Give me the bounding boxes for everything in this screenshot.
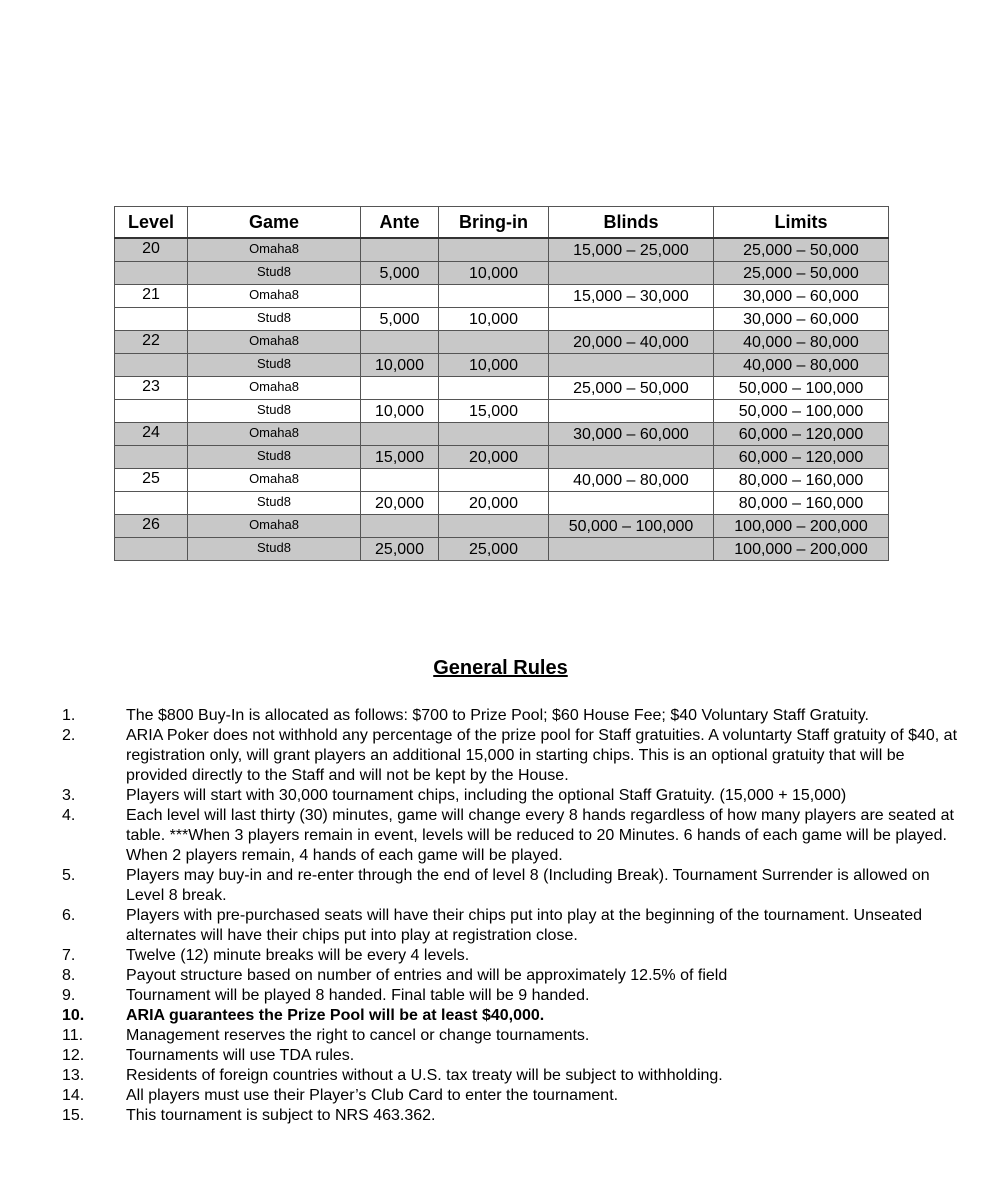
rule-text: Tournament will be played 8 handed. Final table will be 9 handed. [126,987,590,1004]
rule-number: 4. [62,807,76,824]
table-row [115,446,889,469]
cell-bring-in [439,423,549,446]
cell-limits: 50,000 – 100,000 [714,377,889,400]
cell-bring-in: 10,000 [439,354,549,377]
table-body [115,238,889,561]
rule-text: Tournaments will use TDA rules. [126,1047,355,1064]
rule-item [62,786,967,806]
cell-level [115,446,188,469]
rule-number: 10. [62,1007,85,1024]
rule-text: Players may buy-in and re-enter through the end of level 8 (Including Break). Tournament Surrender is allowed on Level 8 break. [126,867,930,904]
cell-ante: 25,000 [361,538,439,561]
cell-level [115,354,188,377]
rule-text: Twelve (12) minute breaks will be every 4 levels. [126,947,470,964]
cell-game: Omaha8 [188,423,361,446]
cell-bring-in [439,331,549,354]
cell-blinds: 25,000 – 50,000 [549,377,714,400]
cell-level: 21 [115,285,188,308]
header-blinds: Blinds [549,207,714,239]
cell-bring-in [439,515,549,538]
rule-number: 2. [62,727,76,744]
cell-game: Omaha8 [188,377,361,400]
rule-item [62,986,967,1006]
cell-limits: 80,000 – 160,000 [714,492,889,515]
cell-level: 22 [115,331,188,354]
general-rules-title: General Rules [433,657,568,679]
table-row [115,492,889,515]
rule-item [62,1086,967,1106]
table-row [115,377,889,400]
cell-limits: 30,000 – 60,000 [714,285,889,308]
cell-blinds: 50,000 – 100,000 [549,515,714,538]
cell-blinds [549,354,714,377]
cell-game: Stud8 [188,262,361,285]
rule-text: Players will start with 30,000 tournament chips, including the optional Staff Gratuity. (15,000 + 15,000) [126,787,847,804]
cell-level: 20 [115,238,188,262]
cell-ante [361,469,439,492]
cell-bring-in: 15,000 [439,400,549,423]
rule-number: 5. [62,867,76,884]
cell-bring-in: 10,000 [439,262,549,285]
cell-blinds [549,492,714,515]
rule-number: 11. [62,1027,84,1044]
cell-blinds [549,262,714,285]
table-row [115,238,889,262]
cell-ante: 15,000 [361,446,439,469]
cell-ante [361,515,439,538]
rule-text: Residents of foreign countries without a U.S. tax treaty will be subject to withholding. [126,1067,723,1084]
cell-bring-in [439,285,549,308]
cell-bring-in: 25,000 [439,538,549,561]
cell-bring-in [439,469,549,492]
table-header-row [115,207,889,239]
table-row [115,400,889,423]
cell-bring-in [439,377,549,400]
rule-item [62,1046,967,1066]
cell-game: Omaha8 [188,285,361,308]
table-row [115,538,889,561]
cell-limits: 25,000 – 50,000 [714,238,889,262]
cell-limits: 25,000 – 50,000 [714,262,889,285]
table-row [115,308,889,331]
cell-ante [361,331,439,354]
rule-number: 12. [62,1047,85,1064]
cell-blinds: 15,000 – 25,000 [549,238,714,262]
rule-text: ARIA guarantees the Prize Pool will be at least $40,000. [126,1007,545,1024]
table-row [115,469,889,492]
header-limits: Limits [714,207,889,239]
cell-blinds: 20,000 – 40,000 [549,331,714,354]
cell-limits: 60,000 – 120,000 [714,446,889,469]
cell-game: Stud8 [188,446,361,469]
table-row [115,423,889,446]
rule-item [62,806,967,866]
cell-bring-in: 20,000 [439,492,549,515]
rule-number: 6. [62,907,76,924]
cell-bring-in: 20,000 [439,446,549,469]
general-rules-list [62,706,967,1126]
header-ante: Ante [361,207,439,239]
cell-game: Stud8 [188,308,361,331]
cell-blinds [549,400,714,423]
table-row [115,262,889,285]
rule-number: 9. [62,987,76,1004]
cell-level: 26 [115,515,188,538]
rule-item [62,706,967,726]
cell-ante [361,285,439,308]
rule-item [62,1026,967,1046]
header-level: Level [115,207,188,239]
cell-blinds: 40,000 – 80,000 [549,469,714,492]
cell-level [115,400,188,423]
cell-ante: 20,000 [361,492,439,515]
rule-number: 1. [62,707,76,724]
cell-ante: 10,000 [361,400,439,423]
cell-limits: 80,000 – 160,000 [714,469,889,492]
cell-limits: 40,000 – 80,000 [714,331,889,354]
rule-item [62,726,967,786]
cell-limits: 60,000 – 120,000 [714,423,889,446]
cell-game: Omaha8 [188,469,361,492]
cell-level: 23 [115,377,188,400]
cell-game: Omaha8 [188,515,361,538]
cell-blinds: 15,000 – 30,000 [549,285,714,308]
rule-text: Management reserves the right to cancel or change tournaments. [126,1027,590,1044]
cell-game: Stud8 [188,400,361,423]
cell-limits: 50,000 – 100,000 [714,400,889,423]
table-row [115,331,889,354]
rule-item [62,1066,967,1086]
cell-ante: 5,000 [361,308,439,331]
header-bring-in: Bring-in [439,207,549,239]
rule-item [62,906,967,946]
rule-item [62,866,967,906]
rule-text: Each level will last thirty (30) minutes, game will change every 8 hands regardless of how many players are seated at table. ***When 3 players remain in event, levels will be reduced to 20 Minutes. 6 hands of each game will be played. When 2 players remain, 4 hands of each game will be played. [126,807,954,864]
cell-level: 24 [115,423,188,446]
rule-number: 15. [62,1107,85,1124]
cell-level [115,492,188,515]
cell-bring-in: 10,000 [439,308,549,331]
rule-number: 14. [62,1087,85,1104]
blind-structure-table [114,206,889,561]
rule-text: The $800 Buy-In is allocated as follows: $700 to Prize Pool; $60 House Fee; $40 Voluntary Staff Gratuity. [126,707,869,724]
cell-level [115,538,188,561]
cell-game: Stud8 [188,492,361,515]
rule-text: All players must use their Player’s Club Card to enter the tournament. [126,1087,619,1104]
rule-text: This tournament is subject to NRS 463.362. [126,1107,436,1124]
cell-game: Stud8 [188,538,361,561]
cell-limits: 100,000 – 200,000 [714,538,889,561]
rule-number: 7. [62,947,76,964]
cell-blinds [549,538,714,561]
rule-text: Players with pre-purchased seats will have their chips put into play at the beginning of the tournament. Unseated alternates will have their chips put into play at registration close. [126,907,923,944]
rule-item [62,1106,967,1126]
table-row [115,515,889,538]
cell-limits: 100,000 – 200,000 [714,515,889,538]
cell-game: Omaha8 [188,331,361,354]
cell-bring-in [439,238,549,262]
cell-limits: 30,000 – 60,000 [714,308,889,331]
rule-item [62,966,967,986]
cell-limits: 40,000 – 80,000 [714,354,889,377]
cell-game: Omaha8 [188,238,361,262]
cell-level [115,262,188,285]
cell-level: 25 [115,469,188,492]
rule-item [62,1006,967,1026]
rule-number: 3. [62,787,76,804]
rule-number: 8. [62,967,76,984]
cell-blinds: 30,000 – 60,000 [549,423,714,446]
rule-item [62,946,967,966]
cell-level [115,308,188,331]
cell-blinds [549,308,714,331]
cell-blinds [549,446,714,469]
cell-ante: 10,000 [361,354,439,377]
cell-ante [361,423,439,446]
rule-text: ARIA Poker does not withhold any percentage of the prize pool for Staff gratuities. A voluntarty Staff gratuity of $40, at registration only, will grant players an additional 15,000 in starting chips. This is an optional gratuity that will be provided directly to the Staff and will not be kept by the House. [126,727,958,784]
header-game: Game [188,207,361,239]
cell-ante: 5,000 [361,262,439,285]
cell-ante [361,377,439,400]
cell-game: Stud8 [188,354,361,377]
table-row [115,285,889,308]
table-row [115,354,889,377]
rule-number: 13. [62,1067,85,1084]
cell-ante [361,238,439,262]
rule-text: Payout structure based on number of entries and will be approximately 12.5% of field [126,967,728,984]
